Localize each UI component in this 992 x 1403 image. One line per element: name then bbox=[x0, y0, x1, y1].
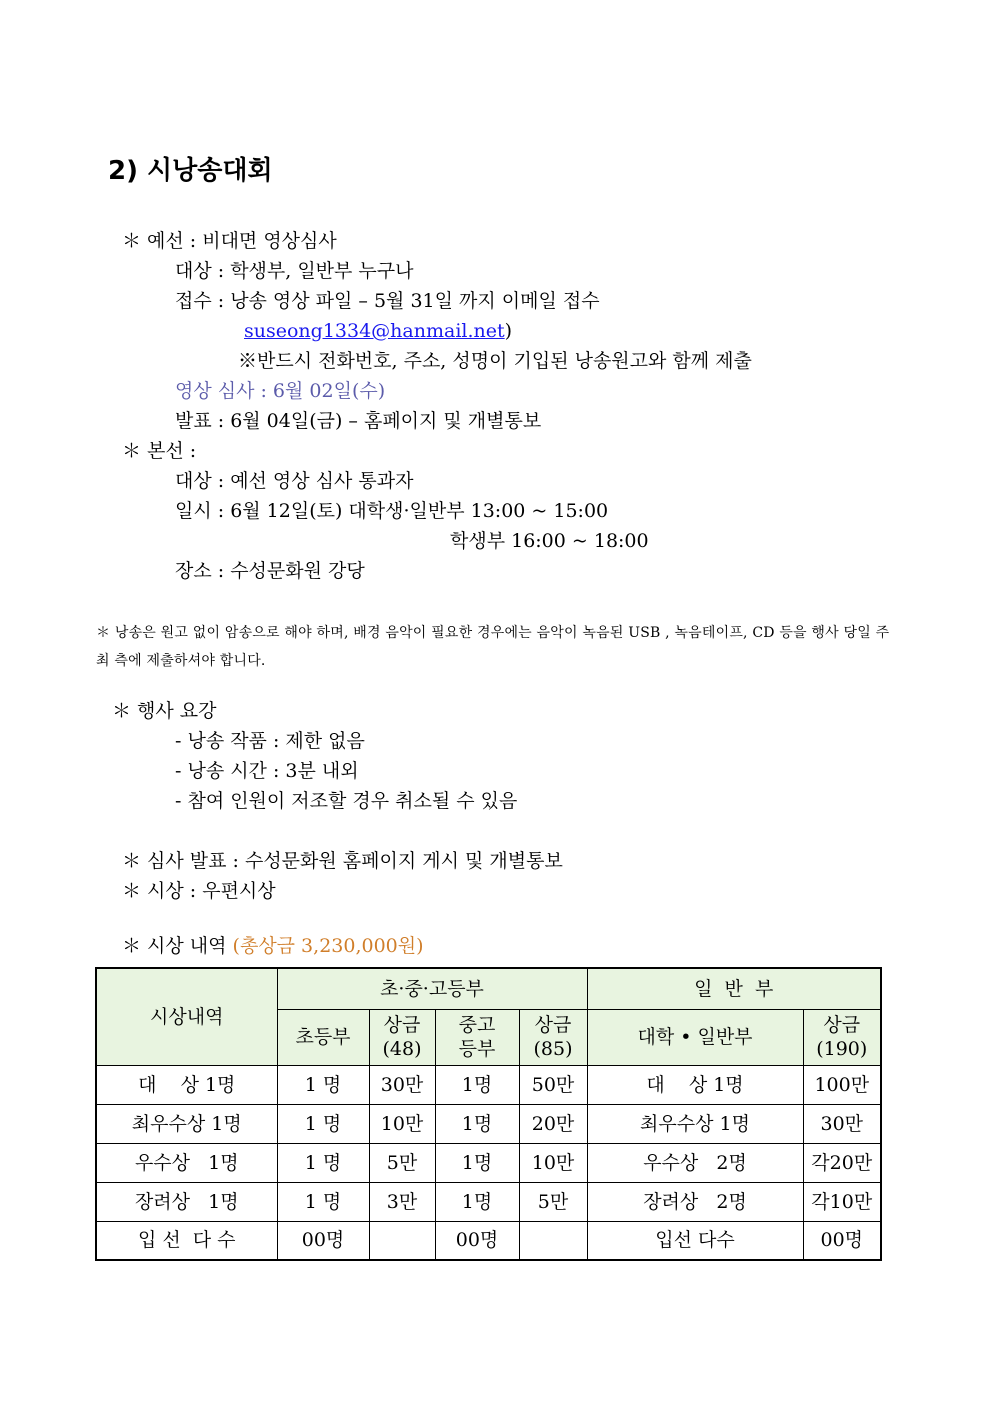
cell-prize: 00명 bbox=[803, 1221, 881, 1260]
award-detail bbox=[122, 934, 424, 958]
cell-prize: 30만 bbox=[803, 1104, 881, 1143]
event-item: - 낭송 작품 : 제한 없음 bbox=[175, 730, 365, 752]
cell-general: 우수상 2명 bbox=[587, 1143, 803, 1182]
cell-prize: 30만 bbox=[369, 1065, 435, 1104]
table-row bbox=[96, 1221, 881, 1260]
cell-prize: 20만 bbox=[519, 1104, 587, 1143]
prelim-title: ＊ 예선 : 비대면 영상심사 bbox=[122, 230, 337, 252]
cell-elem: 1 명 bbox=[277, 1104, 369, 1143]
header-general: 일 반 부 bbox=[587, 968, 881, 1009]
cell-prize: 10만 bbox=[519, 1143, 587, 1182]
cell-mid: 00명 bbox=[435, 1221, 519, 1260]
prelim-review: 영상 심사 : 6월 02일(수) bbox=[175, 380, 386, 402]
cell-prize bbox=[519, 1221, 587, 1260]
prize-table bbox=[95, 967, 882, 1261]
cell-mid: 1명 bbox=[435, 1182, 519, 1221]
cell-prize: 50만 bbox=[519, 1065, 587, 1104]
email-line bbox=[244, 319, 512, 343]
final-place: 장소 : 수성문화원 강당 bbox=[175, 560, 365, 582]
award-method: ＊ 시상 : 우편시상 bbox=[122, 880, 276, 902]
cell-award: 장려상 1명 bbox=[96, 1182, 277, 1221]
cell-general: 대 상 1명 bbox=[587, 1065, 803, 1104]
header-elem: 초등부 bbox=[277, 1009, 369, 1065]
cell-prize: 3만 bbox=[369, 1182, 435, 1221]
judge-announce: ＊ 심사 발표 : 수성문화원 홈페이지 게시 및 개별통보 bbox=[122, 850, 563, 872]
cell-prize: 10만 bbox=[369, 1104, 435, 1143]
final-target: 대상 : 예선 영상 심사 통과자 bbox=[175, 470, 414, 492]
cell-award: 입 선 다 수 bbox=[96, 1221, 277, 1260]
header-prize48: 상금 (48) bbox=[369, 1009, 435, 1065]
final-date-line1: 일시 : 6월 12일(토) 대학생·일반부 13:00 ~ 15:00 bbox=[175, 500, 609, 522]
prelim-announce: 발표 : 6월 04일(금) – 홈페이지 및 개별통보 bbox=[175, 410, 542, 432]
table-row bbox=[96, 1065, 881, 1104]
cell-elem: 1 명 bbox=[277, 1182, 369, 1221]
cell-prize: 5만 bbox=[519, 1182, 587, 1221]
prelim-notice: ※반드시 전화번호, 주소, 성명이 기입된 낭송원고와 함께 제출 bbox=[238, 350, 752, 372]
cell-award: 대 상 1명 bbox=[96, 1065, 277, 1104]
header-award: 시상내역 bbox=[96, 968, 277, 1065]
section-heading: 2) 시낭송대회 bbox=[108, 156, 273, 186]
final-title: ＊ 본선 : bbox=[122, 440, 197, 462]
email-link[interactable]: suseong1334@hanmail.net bbox=[244, 320, 505, 342]
note-paragraph: ＊ 낭송은 원고 없이 암송으로 해야 하며, 배경 음악이 필요한 경우에는 음악이 녹음된 USB , 녹음테이프, CD 등을 행사 당일 주최 측에 제출하셔야 합니다. bbox=[96, 625, 890, 669]
cell-general: 입선 다수 bbox=[587, 1221, 803, 1260]
cell-general: 장려상 2명 bbox=[587, 1182, 803, 1221]
table-row bbox=[96, 1104, 881, 1143]
prelim-target: 대상 : 학생부, 일반부 누구나 bbox=[175, 260, 414, 282]
prelim-receipt: 접수 : 낭송 영상 파일 – 5월 31일 까지 이메일 접수 bbox=[175, 290, 600, 312]
cell-elem: 00명 bbox=[277, 1221, 369, 1260]
header-prize190: 상금 (190) bbox=[803, 1009, 881, 1065]
award-detail-label: ＊ 시상 내역 bbox=[122, 935, 233, 957]
header-prize85: 상금 (85) bbox=[519, 1009, 587, 1065]
cell-general: 최우수상 1명 bbox=[587, 1104, 803, 1143]
cell-mid: 1명 bbox=[435, 1104, 519, 1143]
cell-elem: 1 명 bbox=[277, 1065, 369, 1104]
header-mid: 중고 등부 bbox=[435, 1009, 519, 1065]
cell-elem: 1 명 bbox=[277, 1143, 369, 1182]
award-total: (총상금 3,230,000원) bbox=[232, 935, 424, 957]
cell-mid: 1명 bbox=[435, 1143, 519, 1182]
header-student: 초·중·고등부 bbox=[277, 968, 587, 1009]
cell-award: 최우수상 1명 bbox=[96, 1104, 277, 1143]
event-item: - 낭송 시간 : 3분 내외 bbox=[175, 760, 359, 782]
table-row bbox=[96, 1143, 881, 1182]
final-date-line2: 학생부 16:00 ~ 18:00 bbox=[450, 530, 649, 552]
event-title: ＊ 행사 요강 bbox=[112, 700, 217, 722]
cell-prize: 각10만 bbox=[803, 1182, 881, 1221]
cell-prize: 각20만 bbox=[803, 1143, 881, 1182]
cell-award: 우수상 1명 bbox=[96, 1143, 277, 1182]
event-item: - 참여 인원이 저조할 경우 취소될 수 있음 bbox=[175, 790, 518, 812]
header-univ: 대학 • 일반부 bbox=[587, 1009, 803, 1065]
table-row bbox=[96, 1182, 881, 1221]
cell-prize bbox=[369, 1221, 435, 1260]
email-close: ) bbox=[504, 320, 513, 342]
cell-mid: 1명 bbox=[435, 1065, 519, 1104]
cell-prize: 5만 bbox=[369, 1143, 435, 1182]
cell-prize: 100만 bbox=[803, 1065, 881, 1104]
